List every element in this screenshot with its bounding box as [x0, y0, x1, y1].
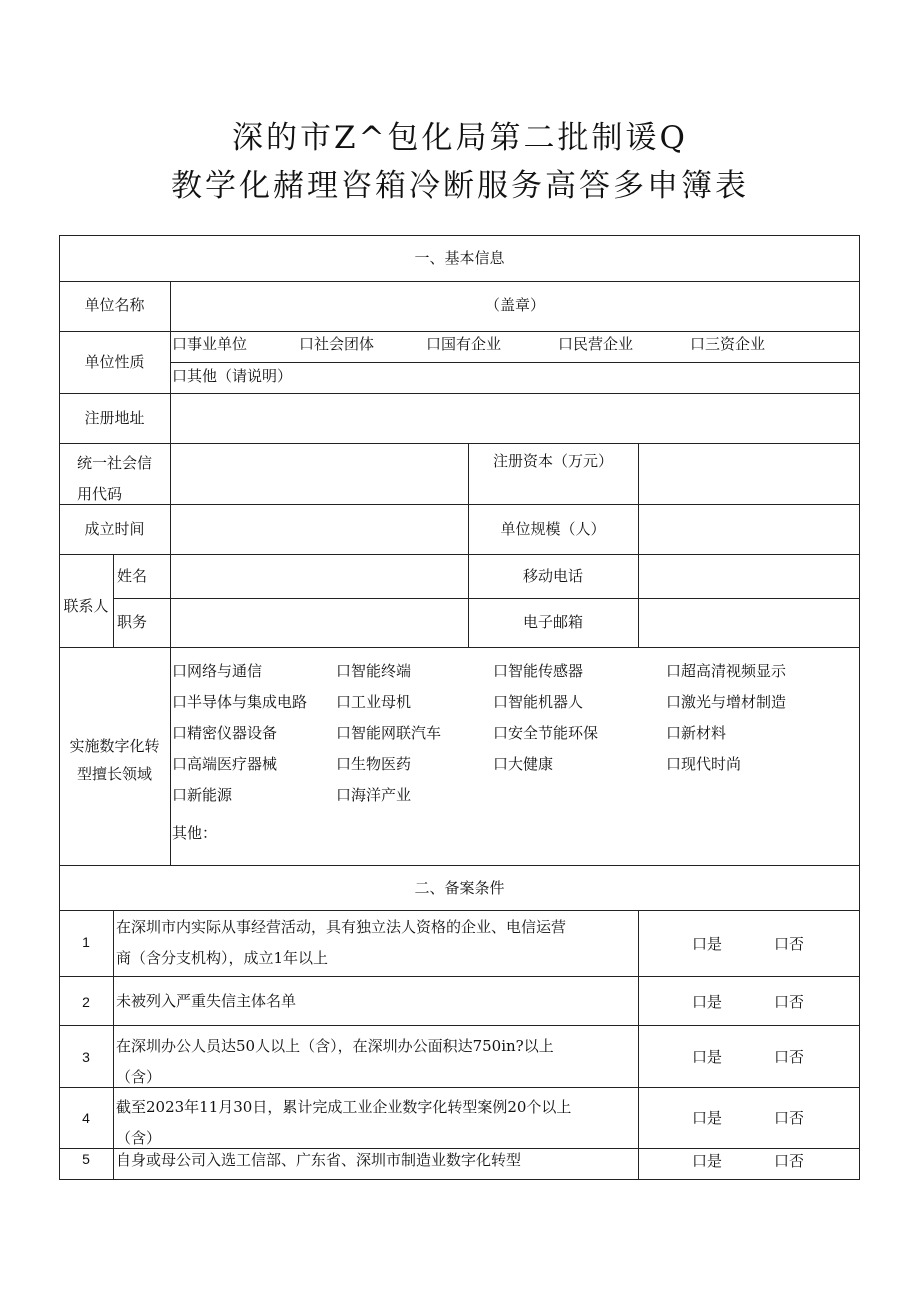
email-field[interactable]	[639, 599, 859, 647]
reg-capital-field[interactable]	[639, 444, 859, 504]
founded-date-field[interactable]	[171, 505, 468, 554]
checkbox-icon: 口	[493, 693, 509, 711]
domain-option[interactable]: 口网络与通信	[172, 662, 263, 680]
domain-option[interactable]: 口智能终端	[336, 662, 412, 680]
rule	[59, 1087, 860, 1088]
condition-number: 3	[82, 1049, 90, 1065]
section-filing-conditions: 二、备案条件	[414, 879, 505, 897]
checkbox-icon: 口	[299, 335, 315, 353]
checkbox-foreign-invested[interactable]: 口三资企业	[690, 335, 766, 353]
checkbox-icon: 口	[666, 755, 682, 773]
application-form-table	[59, 235, 860, 1180]
rule	[59, 281, 860, 282]
condition-text-line1: 未被列入严重失信主体名单	[116, 992, 297, 1010]
label-contact-name: 姓名	[117, 567, 148, 585]
section-basic-info: 一、基本信息	[414, 249, 505, 267]
table-border-top	[59, 235, 860, 236]
checkbox-icon: 口	[558, 335, 574, 353]
condition-text-line1: 在深圳办公人员达50人以上（含），在深圳办公面积达750in?以上	[116, 1037, 554, 1055]
label-mobile: 移动电话	[522, 567, 583, 585]
label-unit-nature: 单位性质	[84, 353, 145, 371]
rule	[638, 910, 639, 1180]
condition-no-checkbox[interactable]: 口否	[774, 935, 805, 953]
checkbox-icon: 口	[690, 335, 706, 353]
form-title-line2: 教学化赭理咨箱冷断服务高答多申簿表	[171, 168, 749, 204]
domain-option[interactable]: 口高端医疗器械	[172, 755, 278, 773]
checkbox-icon: 口	[666, 662, 682, 680]
checkbox-icon: 口	[336, 662, 352, 680]
domain-option[interactable]: 口激光与增材制造	[666, 693, 787, 711]
condition-number: 4	[82, 1110, 90, 1126]
label-reg-capital: 注册资本（万元）	[492, 452, 613, 470]
condition-no-checkbox[interactable]: 口否	[774, 1152, 805, 1170]
rule	[59, 1148, 860, 1149]
condition-text-line1: 自身或母公司入选工信部、广东省、深圳市制造业数字化转型	[116, 1151, 522, 1169]
rule	[59, 331, 860, 332]
checkbox-icon: 口	[426, 335, 442, 353]
checkbox-icon: 口	[692, 993, 708, 1011]
condition-text-line2: （含）	[116, 1068, 162, 1086]
domain-option[interactable]: 口半导体与集成电路	[172, 693, 308, 711]
label-unit-name: 单位名称	[84, 296, 145, 314]
condition-text-line2: （含）	[116, 1129, 162, 1147]
rule	[170, 362, 860, 363]
checkbox-icon: 口	[692, 935, 708, 953]
condition-no-checkbox[interactable]: 口否	[774, 1109, 805, 1127]
label-domain-line2: 型擅长领域	[76, 765, 152, 783]
rule	[59, 865, 860, 866]
rule	[113, 554, 114, 647]
checkbox-icon: 口	[774, 935, 790, 953]
checkbox-icon: 口	[774, 1048, 790, 1066]
condition-number: 5	[82, 1151, 90, 1167]
domain-option[interactable]: 口海洋产业	[336, 786, 412, 804]
condition-yes-checkbox[interactable]: 口是	[692, 1152, 723, 1170]
domain-option[interactable]: 口新材料	[666, 724, 727, 742]
mobile-field[interactable]	[639, 555, 859, 598]
checkbox-state-owned[interactable]: 口国有企业	[426, 335, 502, 353]
checkbox-icon: 口	[336, 786, 352, 804]
condition-yes-checkbox[interactable]: 口是	[692, 935, 723, 953]
checkbox-icon: 口	[493, 662, 509, 680]
checkbox-icon: 口	[172, 724, 188, 742]
rule	[59, 976, 860, 977]
label-contact-position: 职务	[117, 613, 148, 631]
condition-text-line1: 在深圳市内实际从事经营活动，具有独立法人资格的企业、电信运营	[116, 918, 567, 936]
domain-option[interactable]: 口新能源	[172, 786, 233, 804]
condition-text-line2: 商（含分支机构），成立1年以上	[116, 949, 329, 967]
label-domain-line1: 实施数字化转	[69, 737, 160, 755]
domain-option[interactable]: 口大健康	[493, 755, 554, 773]
domain-option[interactable]: 口超高清视频显示	[666, 662, 787, 680]
domain-option[interactable]: 口智能网联汽车	[336, 724, 442, 742]
rule	[113, 910, 114, 1180]
condition-yes-checkbox[interactable]: 口是	[692, 993, 723, 1011]
checkbox-icon: 口	[493, 755, 509, 773]
checkbox-icon: 口	[172, 335, 188, 353]
domain-option[interactable]: 口生物医药	[336, 755, 412, 773]
table-border-bottom	[59, 1179, 860, 1180]
checkbox-icon: 口	[692, 1109, 708, 1127]
contact-name-field[interactable]	[171, 555, 468, 598]
rule	[59, 1025, 860, 1026]
checkbox-icon: 口	[336, 693, 352, 711]
rule	[59, 647, 860, 648]
condition-text-line1: 截至2023年11月30日，累计完成工业企业数字化转型案例20个以上	[116, 1098, 572, 1116]
domain-option[interactable]: 口精密仪器设备	[172, 724, 278, 742]
label-credit-code-line2: 用代码	[77, 485, 123, 503]
unit-name-seal-field[interactable]: （盖章）	[484, 296, 545, 314]
condition-no-checkbox[interactable]: 口否	[774, 993, 805, 1011]
label-founded: 成立时间	[84, 520, 145, 538]
checkbox-social-organization[interactable]: 口社会团体	[299, 335, 375, 353]
checkbox-icon: 口	[172, 693, 188, 711]
checkbox-icon: 口	[172, 367, 188, 385]
domain-option[interactable]: 口工业母机	[336, 693, 412, 711]
checkbox-icon: 口	[692, 1152, 708, 1170]
domain-option[interactable]: 口安全节能环保	[493, 724, 599, 742]
contact-position-field[interactable]	[171, 599, 468, 647]
domain-option[interactable]: 口智能传感器	[493, 662, 584, 680]
condition-number: 2	[82, 994, 90, 1010]
checkbox-icon: 口	[336, 724, 352, 742]
checkbox-icon: 口	[666, 693, 682, 711]
condition-no-checkbox[interactable]: 口否	[774, 1048, 805, 1066]
condition-yes-checkbox[interactable]: 口是	[692, 1048, 723, 1066]
domain-option[interactable]: 口智能机器人	[493, 693, 584, 711]
label-domain-other: 其他：	[172, 824, 218, 842]
checkbox-other-nature[interactable]: 口其他（请说明）	[172, 367, 293, 385]
table-border-right	[859, 235, 860, 1180]
scale-field[interactable]	[639, 505, 859, 554]
checkbox-public-institution[interactable]: 口事业单位	[172, 335, 248, 353]
domain-option[interactable]: 口现代时尚	[666, 755, 742, 773]
label-reg-address: 注册地址	[84, 409, 145, 427]
checkbox-icon: 口	[336, 755, 352, 773]
rule	[59, 910, 860, 911]
table-border-left	[59, 235, 60, 1180]
checkbox-icon: 口	[666, 724, 682, 742]
label-email: 电子邮箱	[522, 613, 583, 631]
form-title-line1: 深的市Z^包化局第二批制谖Q	[232, 120, 688, 156]
checkbox-icon: 口	[774, 1152, 790, 1170]
checkbox-icon: 口	[172, 786, 188, 804]
checkbox-private[interactable]: 口民营企业	[558, 335, 634, 353]
checkbox-icon: 口	[172, 755, 188, 773]
label-scale: 单位规模（人）	[500, 520, 606, 538]
condition-yes-checkbox[interactable]: 口是	[692, 1109, 723, 1127]
checkbox-icon: 口	[692, 1048, 708, 1066]
checkbox-icon: 口	[774, 1109, 790, 1127]
label-contact: 联系人	[63, 597, 109, 615]
credit-code-field[interactable]	[171, 444, 468, 504]
condition-number: 1	[82, 934, 90, 950]
checkbox-icon: 口	[774, 993, 790, 1011]
checkbox-icon: 口	[493, 724, 509, 742]
checkbox-icon: 口	[172, 662, 188, 680]
label-credit-code-line1: 统一社会信	[76, 454, 152, 472]
reg-address-field[interactable]	[171, 394, 859, 443]
